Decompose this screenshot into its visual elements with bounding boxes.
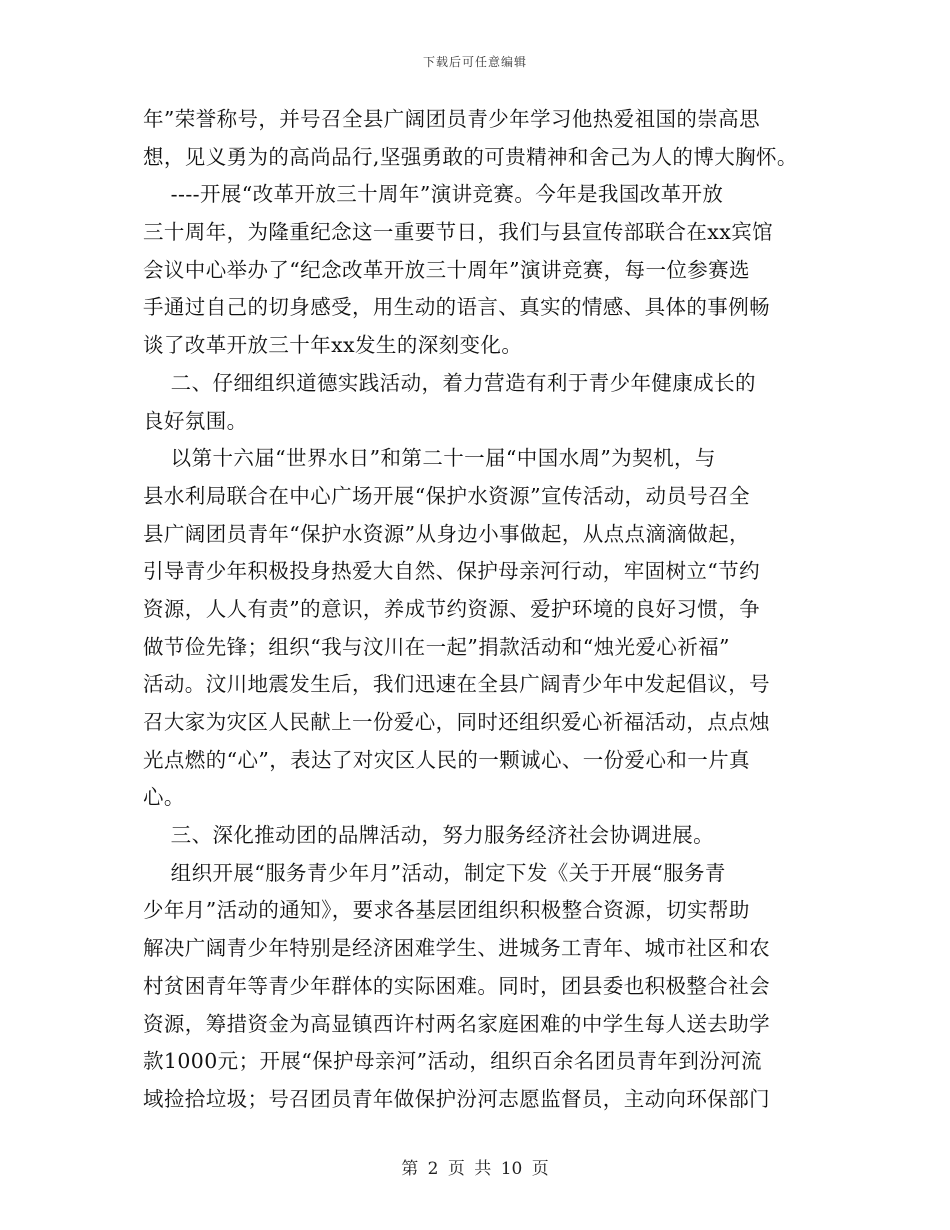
document-body <box>143 101 808 1119</box>
body-line: 域捡拾垃圾；号召团员青年做保护汾河志愿监督员，主动向环保部门 <box>143 1086 770 1111</box>
body-line: 年”荣誉称号，并号召全县广阔团员青少年学习他热爱祖国的崇高思 <box>143 107 760 131</box>
body-line: 县水利局联合在中心广场开展“保护水资源”宣传活动，动员号召全 <box>143 483 750 508</box>
body-line: 做节俭先锋；组织“我与汶川在一起”捐款活动和“烛光爱心祈福” <box>143 634 730 659</box>
body-line: 村贫困青年等青少年群体的实际困难。同时，团县委也积极整合社会 <box>143 973 770 998</box>
body-line: 手通过自己的切身感受，用生动的语言、真实的情感、具体的事例畅 <box>143 295 770 320</box>
section-heading-3: 三、深化推动团的品牌活动，努力服务经济社会协调进展。 <box>143 823 715 848</box>
body-line: 款1000元；开展“保护母亲河”活动，组织百余名团员青年到汾河流 <box>143 1049 762 1074</box>
body-line: 资源，筹措资金为高显镇西许村两名家庭困难的中学生每人送去助学 <box>143 1011 770 1036</box>
body-line: 解决广阔青少年特别是经济困难学生、进城务工青年、城市社区和农 <box>143 936 770 961</box>
page-header-note: 下载后可任意编辑 <box>422 55 527 69</box>
body-line: 召大家为灾区人民献上一份爱心，同时还组织爱心祈福活动，点点烛 <box>143 710 770 734</box>
body-line: 活动。汶川地震发生后，我们迅速在全县广阔青少年中发起倡议，号 <box>143 672 770 697</box>
page-number-footer: 第 2 页 共 10 页 <box>401 1159 549 1179</box>
body-line: 少年月”活动的通知》，要求各基层团组织积极整合资源，切实帮助 <box>143 898 750 923</box>
section-heading-2: 二、仔细组织道德实践活动，着力营造有利于青少年健康成长的 <box>143 370 756 395</box>
body-line: 心。 <box>143 785 185 810</box>
body-line: 以第十六届“世界水日”和第二十一届“中国水周”为契机，与 <box>143 446 716 471</box>
body-line: 想，见义勇为的高尚品行,坚强勇敢的可贵精神和舍己为人的博大胸怀。 <box>143 144 798 169</box>
section-heading-2-cont: 良好氛围。 <box>143 408 248 433</box>
body-line: 会议中心举办了“纪念改革开放三十周年”演讲竞赛，每一位参赛选 <box>143 257 750 282</box>
body-line: 谈了改革开放三十年xx发生的深刻变化。 <box>143 333 523 358</box>
body-line: 三十周年，为隆重纪念这一重要节日，我们与县宣传部联合在xx宾馆 <box>143 220 774 245</box>
body-line: 县广阔团员青年“保护水资源”从身边小事做起，从点点滴滴做起， <box>143 521 750 546</box>
body-line: 光点燃的“心”，表达了对灾区人民的一颗诚心、一份爱心和一片真 <box>143 747 750 772</box>
body-line: 引导青少年积极投身热爱大自然、保护母亲河行动，牢固树立“节约 <box>143 559 760 584</box>
body-line: 资源，人人有责”的意识，养成节约资源、爱护环境的良好习惯，争 <box>143 596 760 621</box>
body-line: ----开展“改革开放三十周年”演讲竞赛。今年是我国改革开放 <box>143 182 724 207</box>
body-line: 组织开展“服务青少年月”活动，制定下发《关于开展“服务青 <box>143 860 726 885</box>
